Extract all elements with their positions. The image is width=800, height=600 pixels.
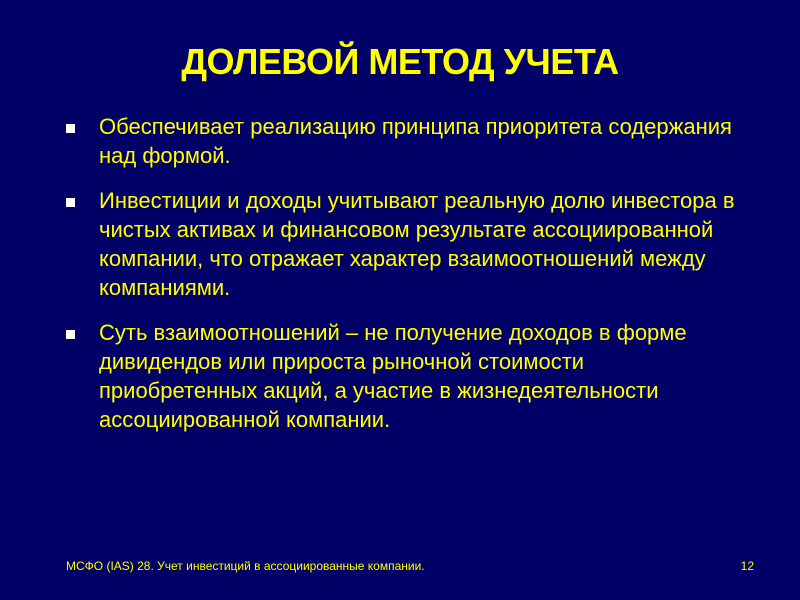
- bullet-item: [66, 112, 746, 170]
- bullet-text: Обеспечивает реализацию принципа приоритета содержания над формой.: [99, 114, 732, 168]
- square-bullet-icon: [66, 198, 75, 207]
- page-number: 12: [740, 559, 754, 573]
- bullet-text: Инвестиции и доходы учитывают реальную долю инвестора в чистых активах и финансовом результате ассоциированной компании, что отражает характер взаимоотношений между компаниями.: [99, 188, 735, 300]
- square-bullet-icon: [66, 330, 75, 339]
- bullet-item: [66, 318, 746, 434]
- bullet-item: [66, 186, 746, 302]
- bullet-list: [66, 112, 746, 450]
- slide-footer: МСФО (IAS) 28. Учет инвестиций в ассоциированные компании.: [66, 559, 425, 573]
- bullet-text: Суть взаимоотношений – не получение доходов в форме дивидендов или прироста рыночной стоимости приобретенных акций, а участие в жизнедеятельности ассоциированной компании.: [99, 320, 687, 432]
- square-bullet-icon: [66, 124, 75, 133]
- slide-title: ДОЛЕВОЙ МЕТОД УЧЕТА: [181, 41, 619, 82]
